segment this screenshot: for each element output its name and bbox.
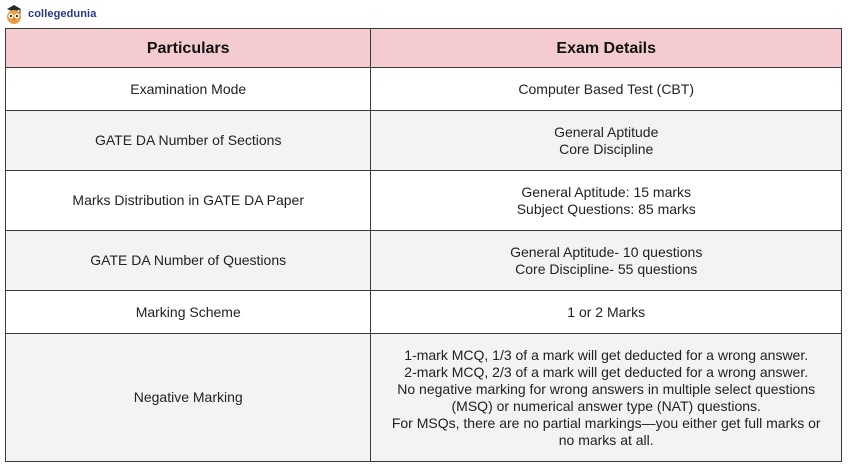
detail-line: General Aptitude: 15 marks [521, 183, 692, 200]
detail-line: General Aptitude- 10 questions [510, 243, 703, 260]
detail-line: Core Discipline- 55 questions [515, 260, 698, 277]
brand-logo[interactable] [4, 2, 96, 26]
detail-line: 2-mark MCQ, 2/3 of a mark will get deducted for a wrong answer. [404, 363, 809, 380]
detail-line: No negative marking for wrong answers in multiple select questions [397, 380, 816, 397]
table-header-row [6, 29, 842, 68]
detail-line: 1 or 2 Marks [567, 303, 646, 320]
row-details [371, 291, 842, 334]
detail-line: General Aptitude [554, 123, 659, 140]
detail-line: Subject Questions: 85 marks [516, 200, 696, 217]
header-exam-details: Exam Details [371, 29, 842, 68]
detail-line: no marks at all. [558, 431, 654, 448]
table-row-examination-mode [6, 68, 842, 111]
table-row-number-of-questions [6, 231, 842, 291]
header-particulars: Particulars [6, 29, 371, 68]
table-row-marking-scheme [6, 291, 842, 334]
table-row-number-of-sections [6, 111, 842, 171]
detail-line: Computer Based Test (CBT) [518, 80, 694, 97]
row-particular: Marks Distribution in GATE DA Paper [6, 171, 371, 231]
owl-mascot-icon [4, 3, 24, 25]
row-details [371, 231, 842, 291]
table-row-marks-distribution [6, 171, 842, 231]
brand-name: collegedunia [28, 8, 97, 20]
detail-line: For MSQs, there are no partial markings—you either get full marks or [391, 414, 821, 431]
detail-line: Core Discipline [559, 140, 654, 157]
row-particular: GATE DA Number of Questions [6, 231, 371, 291]
row-particular: Examination Mode [6, 68, 371, 111]
row-particular: Negative Marking [6, 334, 371, 462]
row-details [371, 111, 842, 171]
row-details [371, 171, 842, 231]
row-details [371, 334, 842, 462]
row-details [371, 68, 842, 111]
row-particular: Marking Scheme [6, 291, 371, 334]
exam-details-table [5, 28, 842, 462]
detail-line: 1-mark MCQ, 1/3 of a mark will get deducted for a wrong answer. [404, 346, 809, 363]
table-row-negative-marking [6, 334, 842, 462]
row-particular: GATE DA Number of Sections [6, 111, 371, 171]
detail-line: (MSQ) or numerical answer type (NAT) questions. [451, 397, 761, 414]
